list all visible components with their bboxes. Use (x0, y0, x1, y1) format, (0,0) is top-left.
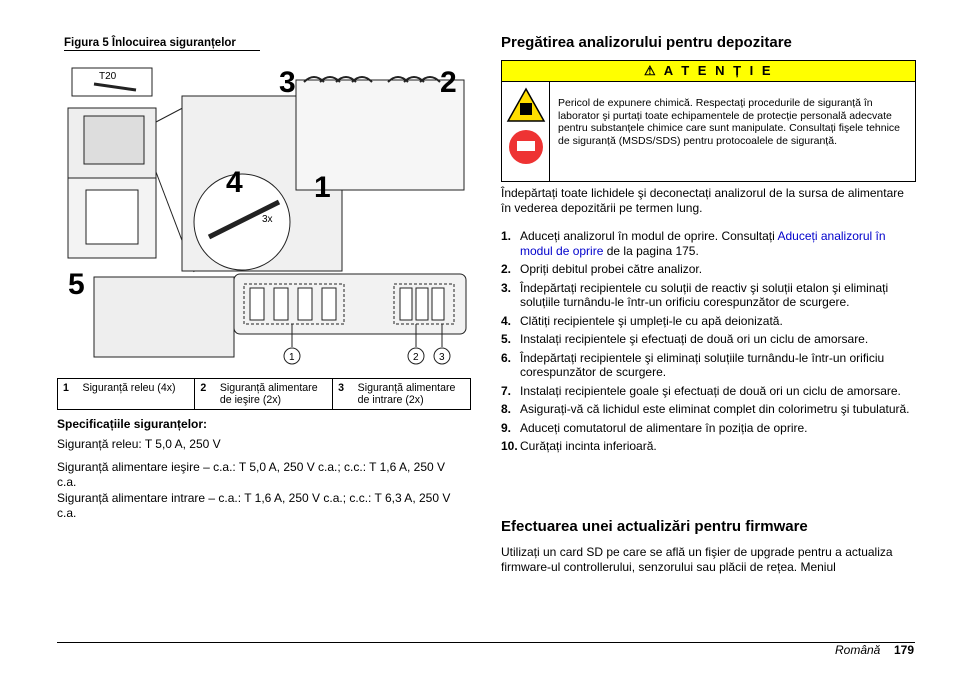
warning-text: Pericol de expunere chimică. Respectați procedurile de siguranță în laborator şi purtați toate echipamentele de protecție personală adecvate pentru substanțele chimice care sunt manipulate. Consultați fişele tehnice de siguranță (MSDS/SDS) pentru protocoalele de siguranță. (558, 97, 901, 147)
fuse-board-small (94, 277, 234, 357)
fuse-replacement-illustration (64, 62, 470, 372)
callout-number: 1 (289, 352, 295, 363)
step-number: 4 (226, 166, 243, 199)
chemical-hazard-icon (506, 87, 546, 173)
footer-rule (57, 642, 915, 643)
output-fuse (400, 288, 412, 320)
tool-label: T20 (99, 71, 117, 82)
firmware-text: Utilizați un card SD pe care se află un fişier de upgrade pentru a actualiza firmware-ul controllerului, senzorului sau plăcii de rețea. Meniul (501, 545, 893, 574)
list-item: 10. Curățați incinta inferioară. (501, 439, 657, 453)
warning-triangle-icon: ⚠ (643, 63, 659, 78)
fuse-illustration-svg (64, 62, 470, 372)
list-item: 3. Îndepărtați recipientele cu soluții de reactiv şi soluții etalon şi eliminați soluțiile turnându-le într-un orificiu corespunzător de scurgere. (501, 280, 889, 309)
relay-fuse (322, 288, 336, 320)
warning-divider (549, 82, 550, 181)
list-item: 2. Opriți debitul probei către analizor. (501, 262, 703, 276)
fuse-strip (234, 274, 466, 334)
legend-num: 1 (58, 379, 78, 410)
legend-text: Siguranță releu (4x) (78, 379, 195, 410)
list-item: 7. Instalați recipientele goale şi efectuați de două ori un ciclu de amorsare. (501, 383, 901, 398)
list-item: 4. Clătiți recipientele şi umpleți-le cu apă deionizată. (501, 313, 783, 328)
screw-count-label: 3x (262, 214, 273, 225)
page-number: 179 (894, 643, 915, 657)
firmware-section-title: Efectuarea unei actualizări pentru firmware (501, 518, 808, 535)
list-item: 5. Instalați recipientele şi efectuați de două ori un ciclu de amorsare. (501, 332, 869, 346)
input-fuse (416, 288, 428, 320)
list-item: 1. Aduceți analizorul în modul de oprire. Consultați Aduceți analizorul în modul de oprire de la pagina 175. (501, 229, 886, 258)
spec-input: Siguranță alimentare intrare – c.a.: T 1,6 A, 250 V c.a.; c.c.: T 6,3 A, 250 V c.a. (57, 491, 451, 520)
spec-relay: Siguranță releu: T 5,0 A, 250 V (57, 437, 221, 451)
fuse-spec-heading: Specificațiile siguranțelor: (57, 417, 208, 431)
callout-number: 2 (413, 352, 419, 363)
legend-text: Siguranță alimentare de ieşire (2x) (215, 379, 333, 410)
relay-fuse (274, 288, 288, 320)
screwdriver-icon (94, 84, 136, 90)
warning-label: A T E N Ț I E (663, 63, 774, 78)
figure-title-rule (64, 50, 260, 51)
relay-fuse (298, 288, 312, 320)
legend-num: 2 (195, 379, 215, 410)
callout-number: 3 (439, 352, 445, 363)
list-item: 8. Asigurați-vă că lichidul este eliminat complet din colorimetru şi tubulatură. (501, 402, 910, 416)
legend-num: 3 (333, 379, 353, 410)
spec-output: Siguranță alimentare ieşire – c.a.: T 5,0 A, 250 V c.a.; c.c.: T 1,6 A, 250 V c.a. (57, 460, 446, 489)
warning-header (502, 61, 915, 82)
shutdown-mode-link[interactable]: Aduceți analizorul în modul de oprire (520, 229, 886, 258)
footer-language: Română (835, 643, 881, 657)
legend-text: Siguranță alimentare de intrare (2x) (353, 379, 471, 410)
storage-steps-list (501, 229, 916, 458)
step-number: 5 (68, 268, 85, 301)
figure-legend (57, 378, 471, 410)
input-fuse (432, 288, 444, 320)
list-item: 6. Îndepărtați recipientele şi eliminați soluțiile turnându-le într-un orificiu corespunzător de scurgere. (501, 350, 885, 379)
figure-title: Figura 5 Înlocuirea siguranțelor (64, 37, 236, 49)
list-item: 9. Aduceți comutatorul de alimentare în poziția de oprire. (501, 420, 808, 435)
warning-box (501, 60, 916, 182)
step-number: 1 (314, 171, 331, 204)
step-number: 3 (279, 66, 296, 99)
storage-intro: Îndepărtați toate lichidele şi deconectați analizorul de la sursa de alimentare în vederea depozitării pe termen lung. (501, 186, 904, 215)
relay-fuse (250, 288, 264, 320)
step-number: 2 (440, 66, 457, 99)
storage-section-title: Pregătirea analizorului pentru depozitare (501, 34, 792, 51)
